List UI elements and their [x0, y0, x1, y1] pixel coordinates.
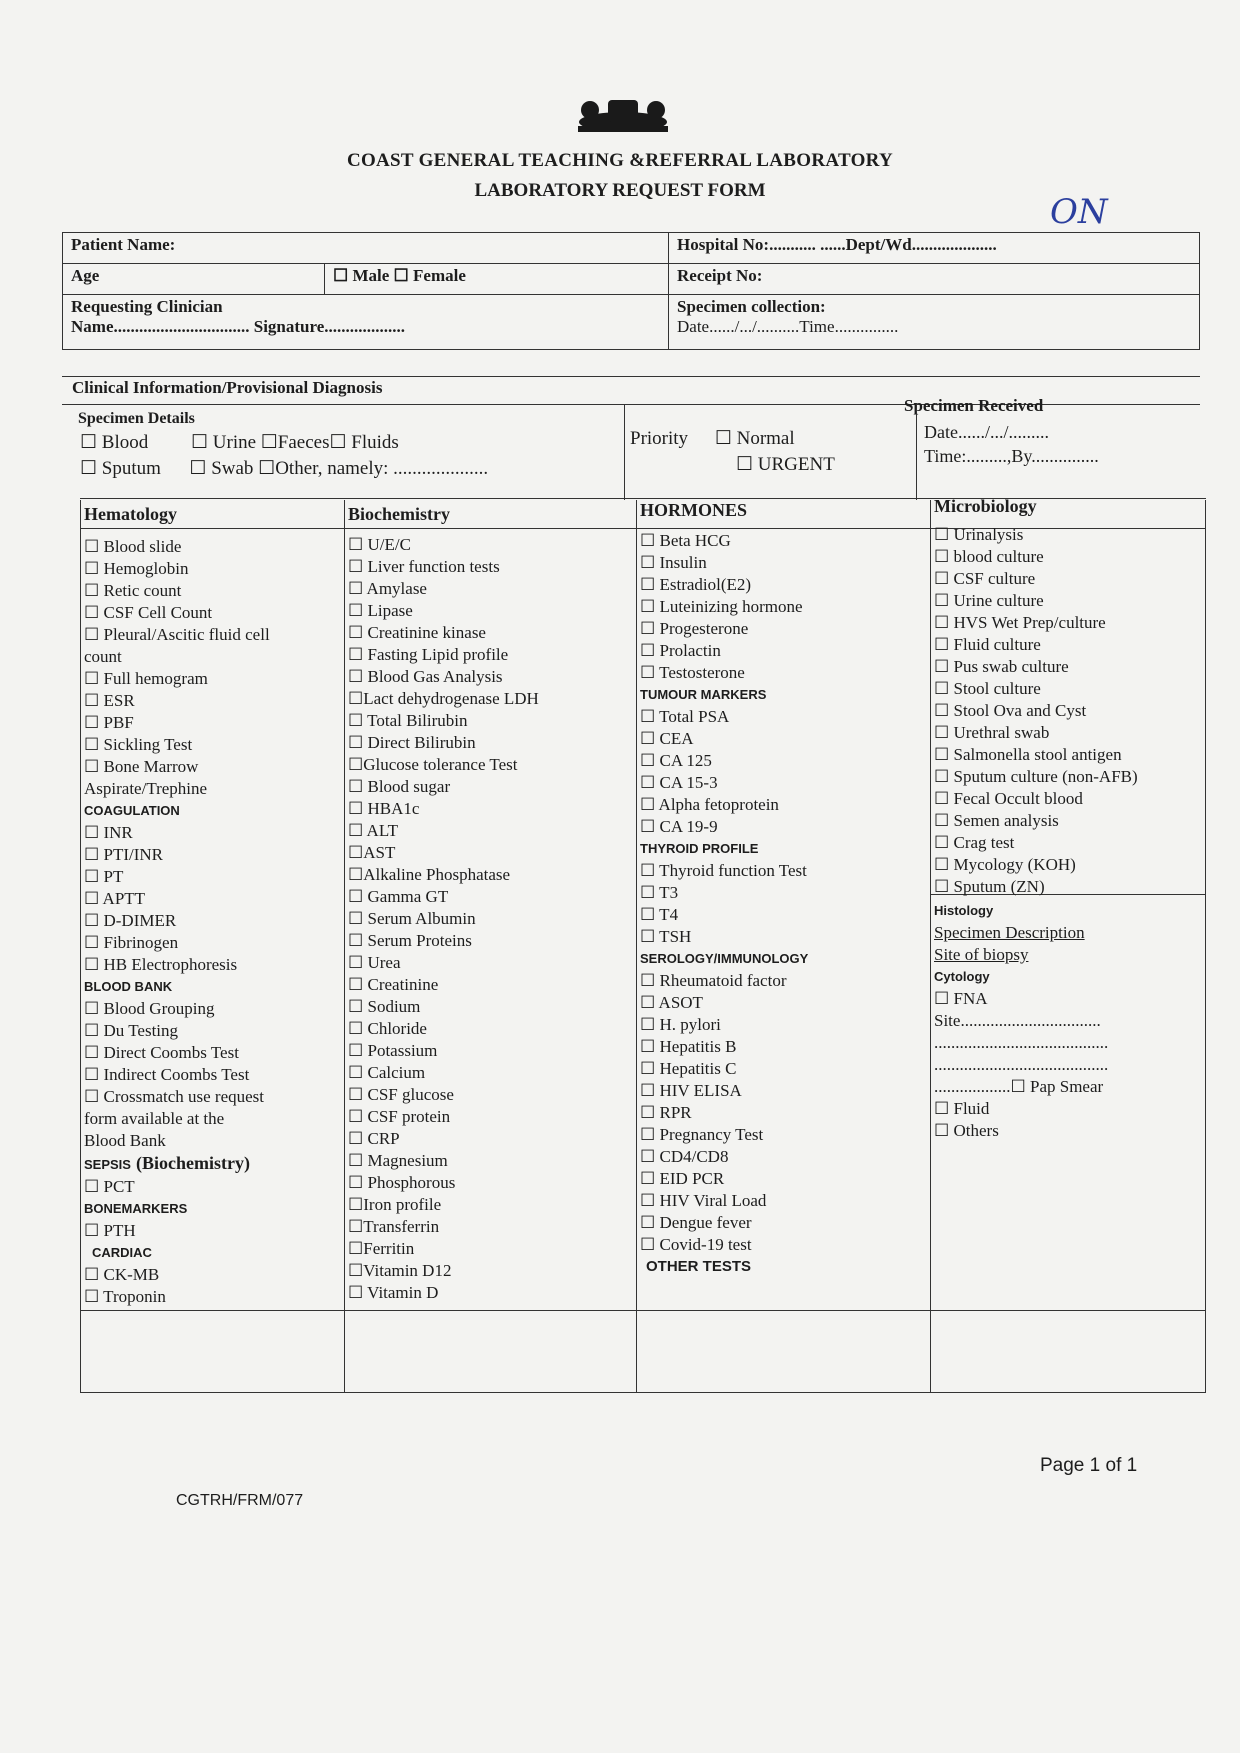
test-checkbox-item[interactable]: ☐ Serum Proteins: [348, 931, 472, 950]
test-checkbox-item[interactable]: ☐ Thyroid function Test: [640, 861, 807, 880]
test-checkbox-item[interactable]: ☐ PT: [84, 867, 124, 886]
section-heading: BONEMARKERS: [84, 1201, 188, 1216]
test-checkbox-item[interactable]: ☐ Rheumatoid factor: [640, 971, 787, 990]
handwritten-mark: ON: [1050, 192, 1108, 232]
test-checkbox-item[interactable]: ☐ PTI/INR: [84, 845, 163, 864]
age-field[interactable]: Age: [63, 264, 325, 294]
test-checkbox-item[interactable]: ☐ Amylase: [348, 579, 427, 598]
test-checkbox-item[interactable]: ☐ Direct Bilirubin: [348, 733, 476, 752]
test-checkbox-item[interactable]: ☐ Urinalysis: [934, 525, 1024, 544]
test-checkbox-item[interactable]: ☐ Pregnancy Test: [640, 1125, 764, 1144]
test-checkbox-item[interactable]: ☐ APTT: [84, 889, 146, 908]
section-heading: THYROID PROFILE: [640, 841, 759, 856]
collection-date-time: Date....../.../..........Time...............: [677, 317, 899, 336]
test-checkbox-item[interactable]: ☐AST: [348, 843, 396, 862]
test-checkbox-item[interactable]: ☐ Progesterone: [640, 619, 749, 638]
test-checkbox-item[interactable]: ☐ CSF culture: [934, 569, 1036, 588]
test-checkbox-item[interactable]: ☐ HB Electrophoresis: [84, 955, 238, 974]
test-checkbox-item[interactable]: ☐ CSF protein: [348, 1107, 451, 1126]
test-checkbox-item[interactable]: ☐ Gamma GT: [348, 887, 449, 906]
test-checkbox-item[interactable]: ☐ U/E/C: [348, 535, 411, 554]
test-checkbox-item[interactable]: ☐ ESR: [84, 691, 135, 710]
specimen-details-label: Specimen Details: [78, 410, 195, 427]
test-checkbox-item[interactable]: ☐ T4: [640, 905, 679, 924]
test-checkbox-item[interactable]: ☐ Sputum culture (non-AFB): [934, 767, 1138, 786]
hormones-list: [640, 530, 808, 1278]
histology-field[interactable]: Site of biopsy: [934, 945, 1029, 964]
section-heading: COAGULATION: [84, 803, 180, 818]
test-checkbox-item[interactable]: ☐ Urea: [348, 953, 401, 972]
test-checkbox-item[interactable]: ☐ Total Bilirubin: [348, 711, 468, 730]
test-checkbox-item[interactable]: ☐ HBA1c: [348, 799, 420, 818]
test-checkbox-item[interactable]: ☐ Total PSA: [640, 707, 730, 726]
form-title: LABORATORY REQUEST FORM: [474, 180, 766, 201]
test-checkbox-item[interactable]: ☐ Pleural/Ascitic fluid cell: [84, 625, 270, 644]
gender-checkboxes[interactable]: ☐ Male ☐ Female: [325, 264, 669, 294]
test-checkbox-item[interactable]: ☐ Fecal Occult blood: [934, 789, 1083, 808]
test-checkbox-item[interactable]: ☐ Estradiol(E2): [640, 575, 752, 594]
test-checkbox-item[interactable]: ☐ Alpha fetoprotein: [640, 795, 779, 814]
test-checkbox-item[interactable]: ☐ Insulin: [640, 553, 707, 572]
section-heading: [84, 1152, 270, 1176]
specimen-line-2[interactable]: ☐ Sputum ☐ Swab ☐Other, namely: ....................: [80, 458, 489, 479]
column-divider: [930, 500, 931, 1393]
test-checkbox-item[interactable]: ☐ Mycology (KOH): [934, 855, 1076, 874]
test-checkbox-item[interactable]: ☐ Sickling Test: [84, 735, 193, 754]
test-checkbox-item[interactable]: ☐ CA 125: [640, 751, 712, 770]
test-checkbox-item[interactable]: ☐ CA 19-9: [640, 817, 718, 836]
test-checkbox-item[interactable]: ☐ HIV Viral Load: [640, 1191, 767, 1210]
test-checkbox-item[interactable]: ☐Vitamin D12: [348, 1261, 452, 1280]
requesting-clinician-field[interactable]: [63, 295, 669, 349]
histology-field[interactable]: Specimen Description: [934, 923, 1085, 942]
column-divider: [344, 500, 345, 1393]
section-heading: Cytology: [934, 969, 990, 984]
divider: [624, 404, 625, 500]
test-checkbox-item[interactable]: ☐ Urethral swab: [934, 723, 1050, 742]
test-checkbox-item[interactable]: ☐ Hepatitis C: [640, 1059, 737, 1078]
priority-section: [630, 426, 835, 478]
coat-of-arms-emblem: [568, 92, 678, 136]
section-heading: Histology: [934, 903, 994, 918]
specimen-type-options[interactable]: [80, 430, 488, 482]
test-checkbox-item[interactable]: ☐ RPR: [640, 1103, 692, 1122]
clinician-name-signature: Name................................ Signature...................: [71, 317, 406, 336]
hormones-header: HORMONES: [640, 500, 748, 520]
test-checkbox-item[interactable]: ☐ Fasting Lipid profile: [348, 645, 509, 664]
test-checkbox-item[interactable]: ☐ Luteinizing hormone: [640, 597, 803, 616]
test-checkbox-item[interactable]: ☐ Blood slide: [84, 537, 182, 556]
sepsis-subheading: (Biochemistry): [135, 1153, 250, 1173]
biochemistry-header: Biochemistry: [348, 504, 450, 524]
test-checkbox-item[interactable]: ☐ Salmonella stool antigen: [934, 745, 1122, 764]
test-item-text: .........................................: [934, 1033, 1109, 1052]
test-checkbox-item[interactable]: ☐ Blood Grouping: [84, 999, 215, 1018]
divider: [80, 498, 1206, 499]
test-checkbox-item[interactable]: ☐Alkaline Phosphatase: [348, 865, 511, 884]
specimen-collection-field[interactable]: [669, 295, 1199, 349]
test-checkbox-item[interactable]: ☐ Covid-19 test: [640, 1235, 752, 1254]
test-checkbox-item[interactable]: ☐ CK-MB: [84, 1265, 160, 1284]
lab-title: COAST GENERAL TEACHING &REFERRAL LABORATORY: [346, 150, 894, 171]
column-divider: [636, 500, 637, 1393]
biochemistry-list: [348, 534, 539, 1304]
test-checkbox-item[interactable]: ☐ Stool culture: [934, 679, 1041, 698]
microbiology-header: Microbiology: [934, 496, 1037, 516]
test-checkbox-item[interactable]: ☐ CSF Cell Count: [84, 603, 213, 622]
hematology-list: [84, 536, 270, 1308]
receipt-number-field[interactable]: Receipt No:: [677, 266, 763, 285]
test-checkbox-item[interactable]: ☐ Urine culture: [934, 591, 1044, 610]
test-checkbox-item[interactable]: ☐ ALT: [348, 821, 399, 840]
test-checkbox-item[interactable]: ☐Glucose tolerance Test: [348, 755, 518, 774]
test-checkbox-item[interactable]: ☐ PTH: [84, 1221, 136, 1240]
test-checkbox-item[interactable]: ☐ Sputum (ZN): [934, 877, 1045, 896]
test-checkbox-item[interactable]: ☐ H. pylori: [640, 1015, 721, 1034]
test-checkbox-item[interactable]: ☐ CRP: [348, 1129, 400, 1148]
test-checkbox-item[interactable]: ☐ Pus swab culture: [934, 657, 1069, 676]
test-checkbox-item[interactable]: ☐ Semen analysis: [934, 811, 1059, 830]
test-checkbox-item[interactable]: ☐ HIV ELISA: [640, 1081, 742, 1100]
received-time: Time:.........,By...............: [924, 446, 1099, 466]
test-checkbox-item[interactable]: ☐Ferritin: [348, 1239, 415, 1258]
test-item-text: count: [84, 647, 122, 666]
test-checkbox-item[interactable]: ☐ Chloride: [348, 1019, 427, 1038]
test-checkbox-item[interactable]: ☐ CD4/CD8: [640, 1147, 729, 1166]
test-checkbox-item[interactable]: ☐ Crossmatch use request: [84, 1087, 265, 1106]
test-checkbox-item[interactable]: ☐ Fluid: [934, 1099, 990, 1118]
section-heading: BLOOD BANK: [84, 979, 173, 994]
test-checkbox-item[interactable]: ☐ Hepatitis B: [640, 1037, 737, 1056]
test-checkbox-item[interactable]: ☐ Dengue fever: [640, 1213, 752, 1232]
clinician-label: Requesting Clinician: [71, 297, 223, 316]
priority-urgent-checkbox[interactable]: ☐ URGENT: [736, 454, 835, 475]
test-item-text: .........................................: [934, 1055, 1109, 1074]
test-checkbox-item[interactable]: ☐ Liver function tests: [348, 557, 500, 576]
test-checkbox-item[interactable]: ☐ Crag test: [934, 833, 1015, 852]
page-number: Page 1 of 1: [1040, 1455, 1138, 1476]
microbiology-list: [934, 524, 1138, 1142]
specimen-received-details[interactable]: [924, 420, 1099, 468]
test-checkbox-item[interactable]: ☐ PBF: [84, 713, 134, 732]
specimen-received-label: Specimen Received: [904, 396, 1044, 415]
test-checkbox-item[interactable]: ☐ Serum Albumin: [348, 909, 476, 928]
test-checkbox-item[interactable]: ☐ Potassium: [348, 1041, 438, 1060]
test-checkbox-item[interactable]: ☐ Creatinine: [348, 975, 439, 994]
section-heading: TUMOUR MARKERS: [640, 687, 767, 702]
hematology-header: Hematology: [84, 504, 177, 524]
test-checkbox-item[interactable]: ☐ HVS Wet Prep/culture: [934, 613, 1106, 632]
divider: [916, 404, 917, 500]
test-item-text: form available at the: [84, 1109, 225, 1128]
patient-header-table: [62, 232, 1200, 350]
hospital-number-label: Hospital No:........... ......Dept/Wd....................: [677, 235, 997, 254]
test-checkbox-item[interactable]: ☐Lact dehydrogenase LDH: [348, 689, 539, 708]
test-checkbox-item[interactable]: ☐ blood culture: [934, 547, 1044, 566]
test-checkbox-item[interactable]: ☐ Bone Marrow: [84, 757, 199, 776]
test-checkbox-item[interactable]: ☐ Du Testing: [84, 1021, 179, 1040]
test-item-text: ..................☐ Pap Smear: [934, 1077, 1104, 1096]
test-checkbox-item[interactable]: ☐ Direct Coombs Test: [84, 1043, 239, 1062]
hospital-number-field[interactable]: [669, 233, 1199, 263]
test-checkbox-item[interactable]: ☐ CEA: [640, 729, 694, 748]
test-item-text: Site.................................: [934, 1011, 1101, 1030]
test-checkbox-item[interactable]: ☐ Creatinine kinase: [348, 623, 486, 642]
test-checkbox-item[interactable]: ☐ Full hemogram: [84, 669, 208, 688]
test-checkbox-item[interactable]: ☐ Vitamin D: [348, 1283, 439, 1302]
test-checkbox-item[interactable]: ☐ PCT: [84, 1177, 135, 1196]
test-checkbox-item[interactable]: ☐ ASOT: [640, 993, 703, 1012]
test-checkbox-item[interactable]: ☐Iron profile: [348, 1195, 442, 1214]
test-checkbox-item[interactable]: ☐ T3: [640, 883, 679, 902]
test-checkbox-item[interactable]: ☐ CA 15-3: [640, 773, 718, 792]
test-checkbox-item[interactable]: ☐ Prolactin: [640, 641, 721, 660]
test-checkbox-item[interactable]: ☐ Troponin: [84, 1287, 166, 1306]
test-checkbox-item[interactable]: ☐Transferrin: [348, 1217, 440, 1236]
test-checkbox-item[interactable]: ☐ Calcium: [348, 1063, 426, 1082]
received-date: Date....../.../.........: [924, 422, 1049, 442]
specimen-line-1[interactable]: ☐ Blood ☐ Urine ☐Faeces☐ Fluids: [80, 432, 399, 453]
section-heading: SEROLOGY/IMMUNOLOGY: [640, 951, 809, 966]
test-checkbox-item[interactable]: ☐ Testosterone: [640, 663, 745, 682]
form-code: CGTRH/FRM/077: [176, 1492, 304, 1509]
test-checkbox-item[interactable]: ☐ INR: [84, 823, 133, 842]
test-checkbox-item[interactable]: ☐ Fluid culture: [934, 635, 1041, 654]
priority-label: Priority: [630, 428, 689, 449]
test-checkbox-item[interactable]: ☐ Blood Gas Analysis: [348, 667, 503, 686]
section-heading: OTHER TESTS: [646, 1258, 752, 1275]
test-item-text: Aspirate/Trephine: [84, 779, 208, 798]
clinical-information-label[interactable]: Clinical Information/Provisional Diagnosis: [72, 378, 383, 397]
sepsis-heading: SEPSIS: [84, 1157, 131, 1172]
test-checkbox-item[interactable]: ☐ Lipase: [348, 601, 413, 620]
test-checkbox-item[interactable]: ☐ CSF glucose: [348, 1085, 454, 1104]
patient-name-field[interactable]: Patient Name:: [63, 233, 669, 263]
test-item-text: Blood Bank: [84, 1131, 166, 1150]
priority-normal-checkbox[interactable]: ☐ Normal: [714, 428, 795, 449]
test-checkbox-item[interactable]: ☐ Hemoglobin: [84, 559, 189, 578]
section-heading: CARDIAC: [92, 1245, 152, 1260]
test-checkbox-item[interactable]: ☐ Retic count: [84, 581, 182, 600]
test-checkbox-item[interactable]: ☐ D-DIMER: [84, 911, 177, 930]
test-checkbox-item[interactable]: ☐ Others: [934, 1121, 999, 1140]
specimen-collection-label: Specimen collection:: [677, 297, 826, 316]
divider: [62, 376, 1200, 377]
bottom-divider: [80, 1310, 1206, 1311]
test-checkbox-item[interactable]: ☐ EID PCR: [640, 1169, 725, 1188]
test-checkbox-item[interactable]: ☐ TSH: [640, 927, 692, 946]
test-checkbox-item[interactable]: ☐ Stool Ova and Cyst: [934, 701, 1087, 720]
test-checkbox-item[interactable]: ☐ Fibrinogen: [84, 933, 179, 952]
test-checkbox-item[interactable]: ☐ FNA: [934, 989, 988, 1008]
test-checkbox-item[interactable]: ☐ Blood sugar: [348, 777, 451, 796]
test-checkbox-item[interactable]: ☐ Sodium: [348, 997, 421, 1016]
test-checkbox-item[interactable]: ☐ Indirect Coombs Test: [84, 1065, 250, 1084]
test-checkbox-item[interactable]: ☐ Beta HCG: [640, 531, 731, 550]
test-checkbox-item[interactable]: ☐ Magnesium: [348, 1151, 448, 1170]
test-checkbox-item[interactable]: ☐ Phosphorous: [348, 1173, 456, 1192]
